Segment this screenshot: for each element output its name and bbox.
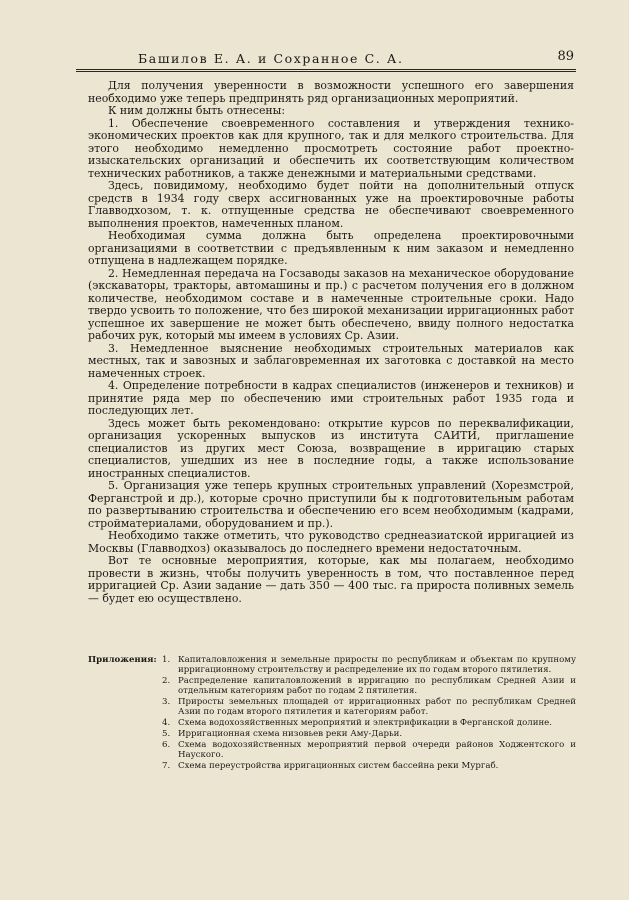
appendix-item bbox=[162, 761, 576, 771]
main-text bbox=[88, 80, 574, 605]
appendix-item-text: Схема водохозяйственных мероприятий первой очереди районов Ходжентского и Науского. bbox=[178, 739, 576, 760]
paragraph: Необходимо также отметить, что руководство среднеазиатской ирригацией из Москвы (Главводхоз) оказывалось до последнего времени недостаточным. bbox=[88, 529, 574, 555]
appendix-item-text: Схема переустройства ирригационных систем бассейна реки Мургаб. bbox=[178, 760, 499, 771]
appendix-item-text: Приросты земельных площадей от ирригационных работ по республикам Средней Азии по годам второго пятилетия и категориям работ. bbox=[178, 697, 576, 718]
appendix-item bbox=[162, 729, 576, 739]
header-authors: Башилов Е. А. и Сохранное С. А. bbox=[138, 51, 404, 66]
paragraph: Для получения уверенности в возможности успешного его завершения необходимо уже теперь предпринять ряд организационных мероприятий. bbox=[88, 79, 574, 105]
appendix-item bbox=[162, 655, 576, 675]
paragraph: 3. Немедленное выяснение необходимых строительных материалов как местных, так и завозных и заблаговременная их заготовка с доставкой на место намеченных строек. bbox=[88, 341, 574, 380]
paragraph: Здесь может быть рекомендовано: открытие курсов по переквалификации, организация ускоренных выпусков из института САИТИ, приглашение специалистов из других мест Союза, возвращение в ирригацию старых специалистов, ушедших из нее в последние годы, а также использование иностранных специалистов. bbox=[88, 416, 574, 480]
appendix-item-number: 6. bbox=[162, 739, 171, 750]
appendix-item bbox=[162, 718, 576, 728]
appendix-item-text: Капиталовложения и земельные приросты по республикам и объектам по крупному ирригационному строительству и распределение их по годам второго пятилетия. bbox=[178, 655, 576, 676]
paragraph: Здесь, повидимому, необходимо будет пойти на дополнительный отпуск средств в 1934 году сверх ассигнованных уже на проектировочные работы Главводхозом, т. к. отпущенные средства не обеспечивают своевременного выполнения проектов, намеченных планом. bbox=[88, 179, 574, 230]
appendix-label: Приложения: bbox=[88, 655, 157, 665]
appendix-item-number: 5. bbox=[162, 728, 171, 739]
running-header bbox=[76, 48, 576, 68]
paragraph: 1. Обеспечение своевременного составления и утверждения технико-экономических проектов как для крупного, так и для мелкого строительства. Для этого необходимо немедленно просмотреть состояние работ проектно-изыскательских организаций и обеспечить их соответствующим количеством технических работников, а также денежными и материальными средствами. bbox=[88, 116, 574, 180]
paragraph: 5. Организация уже теперь крупных строительных управлений (Хорезмстрой, Ферганстрой и др.), которые срочно приступили бы к подготовительным работам по развертыванию строительства и обеспечению его всем необходимым (кадрами, стройматериалами, оборудованием и пр.). bbox=[88, 479, 574, 530]
appendix-item-text: Схема водохозяйственных мероприятий и электрификации в Ферганской долине. bbox=[178, 718, 553, 728]
appendix-item-number: 1. bbox=[162, 655, 171, 665]
appendix-item-text: Ирригационная схема низовьев реки Аму-Дарьи. bbox=[178, 728, 403, 739]
appendix-item bbox=[162, 697, 576, 717]
appendix-item bbox=[162, 740, 576, 760]
header-rule bbox=[76, 69, 576, 72]
paragraph: 4. Определение потребности в кадрах специалистов (инженеров и техников) и принятие ряда мер по обеспечению ими строительных работ 1935 года и последующих лет. bbox=[88, 379, 574, 417]
paragraph: К ним должны быть отнесены: bbox=[108, 104, 285, 117]
appendix-item-number: 3. bbox=[162, 697, 171, 707]
appendix-item-number: 7. bbox=[162, 760, 171, 771]
appendix-item-text: Распределение капиталовложений в ирригацию по республикам Средней Азии и отдельным категориям работ по годам 2 пятилетия. bbox=[178, 676, 576, 697]
paragraph: Необходимая сумма должна быть определена проектировочными организациями в соответствии с предъявленным к ним заказом и немедленно отпущена в надлежащем порядке. bbox=[88, 229, 574, 267]
paragraph: 2. Немедленная передача на Госзаводы заказов на механическое оборудование (экскаваторы, тракторы, автомашины и пр.) с расчетом получения его в должном количестве, необходимом составе и в намеченные строительные сроки. Надо твердо усвоить то положение, что без широкой механизации ирригационных работ успешное их завершение не может быть обеспечено, ввиду полного недостатка рабочих рук, который мы имеем в условиях Ср. Азии. bbox=[88, 266, 574, 342]
appendix-list bbox=[162, 655, 576, 771]
page-number: 89 bbox=[557, 49, 574, 64]
paragraph: Вот те основные мероприятия, которые, как мы полагаем, необходимо провести в жизнь, чтобы получить уверенность в том, что поставленное перед ирригацией Ср. Азии задание — дать 350 — 400 тыс. га прироста поливных земель — будет ею осуществлено. bbox=[88, 554, 574, 605]
appendix-item bbox=[162, 676, 576, 696]
appendix-item-number: 4. bbox=[162, 718, 171, 728]
appendix-item-number: 2. bbox=[162, 676, 171, 686]
